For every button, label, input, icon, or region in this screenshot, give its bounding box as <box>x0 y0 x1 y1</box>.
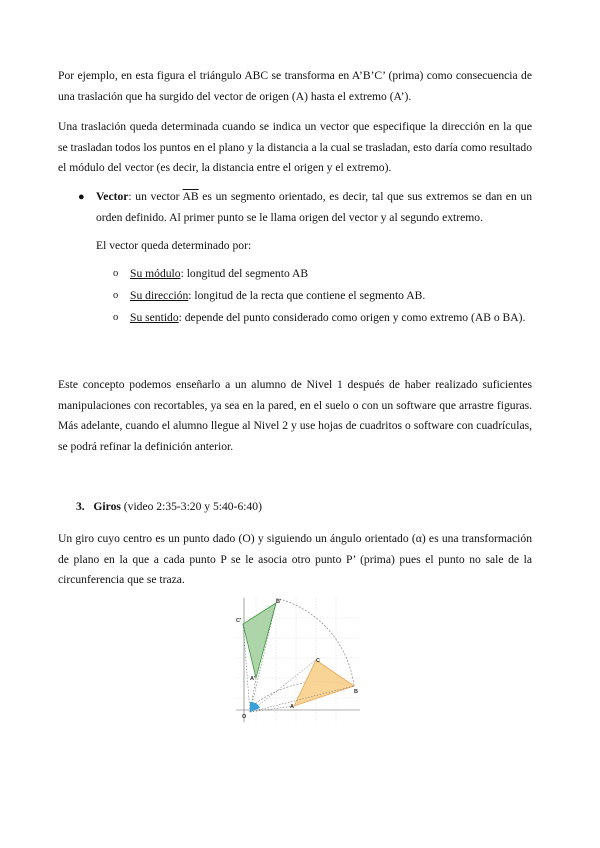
determined-by-text: El vector queda determinado por: <box>96 239 252 252</box>
paragraph-niveles: Este concepto podemos enseñarlo a un alumno de Nivel 1 después de haber realizado suficientes manipulaciones con recortables, ya sea en la pared, en el suelo o con un software que arrastre figuras. Más adelante, cuando el alumno llegue al Nivel 2 y use hojas de cuadritos o software con cuadrículas, se podrá refinar la definición anterior. <box>58 378 532 453</box>
label-o: O <box>242 714 247 720</box>
sub-item-modulo: Su módulo: longitud del segmento AB <box>130 267 309 280</box>
paragraph-giro-definicion: Un giro cuyo centro es un punto dado (O) y siguiendo un ángulo orientado (α) es una transformación de plano en la que a cada punto P se le asocia otro punto P’ (prima) pues el punto no sale de la circunferencia que se traza. <box>58 532 532 586</box>
label-b: B <box>354 689 358 695</box>
label-a-prime: A' <box>250 676 256 682</box>
sub-item-direccion: Su dirección: longitud de la recta que contiene el segmento AB. <box>130 289 426 302</box>
rotation-figure <box>236 598 360 722</box>
label-c-prime: C' <box>236 618 242 624</box>
sub-marker: o <box>113 290 119 301</box>
orange-triangle <box>294 660 354 706</box>
vector-ab: $\overline{AB}$ <box>182 190 199 203</box>
sub-item-sentido: Su sentido: depende del punto considerado como origen y como extremo (AB o BA). <box>130 311 526 324</box>
label-c: C <box>316 658 320 664</box>
bullet-marker: ● <box>78 191 85 203</box>
sub-marker: o <box>113 268 119 279</box>
angle-marker <box>250 702 260 712</box>
paragraph-traslacion-definicion: Una traslación queda determinada cuando se indica un vector que especifique la dirección en la que se trasladan todos los puntos en el plano y la distancia a la cual se trasladan, esto daría como resultado el módulo del vector (es decir, la distancia entre el origen y el extremo). <box>58 120 532 174</box>
label-b-prime: B' <box>276 599 282 605</box>
vector-definition: Vector: un vector $\overline{AB}$ es un segmento orientado, es decir, tal que sus extremos se dan en un orden definido. Al primer punto se le llama origen del vector y al segundo extremo. <box>96 190 532 224</box>
sub-marker: o <box>113 312 119 323</box>
label-a: A <box>290 704 294 710</box>
vector-term: Vector <box>96 190 129 203</box>
green-triangle <box>243 603 276 678</box>
section-heading-giros: 3. Giros (video 2:35-3:20 y 5:40-6:40) <box>76 500 262 513</box>
paragraph-traslacion-ejemplo: Por ejemplo, en esta figura el triángulo ABC se transforma en A’B’C’ (prima) como consecuencia de una traslación que ha surgido del vector de origen (A) hasta el extremo (A’). <box>58 69 532 103</box>
